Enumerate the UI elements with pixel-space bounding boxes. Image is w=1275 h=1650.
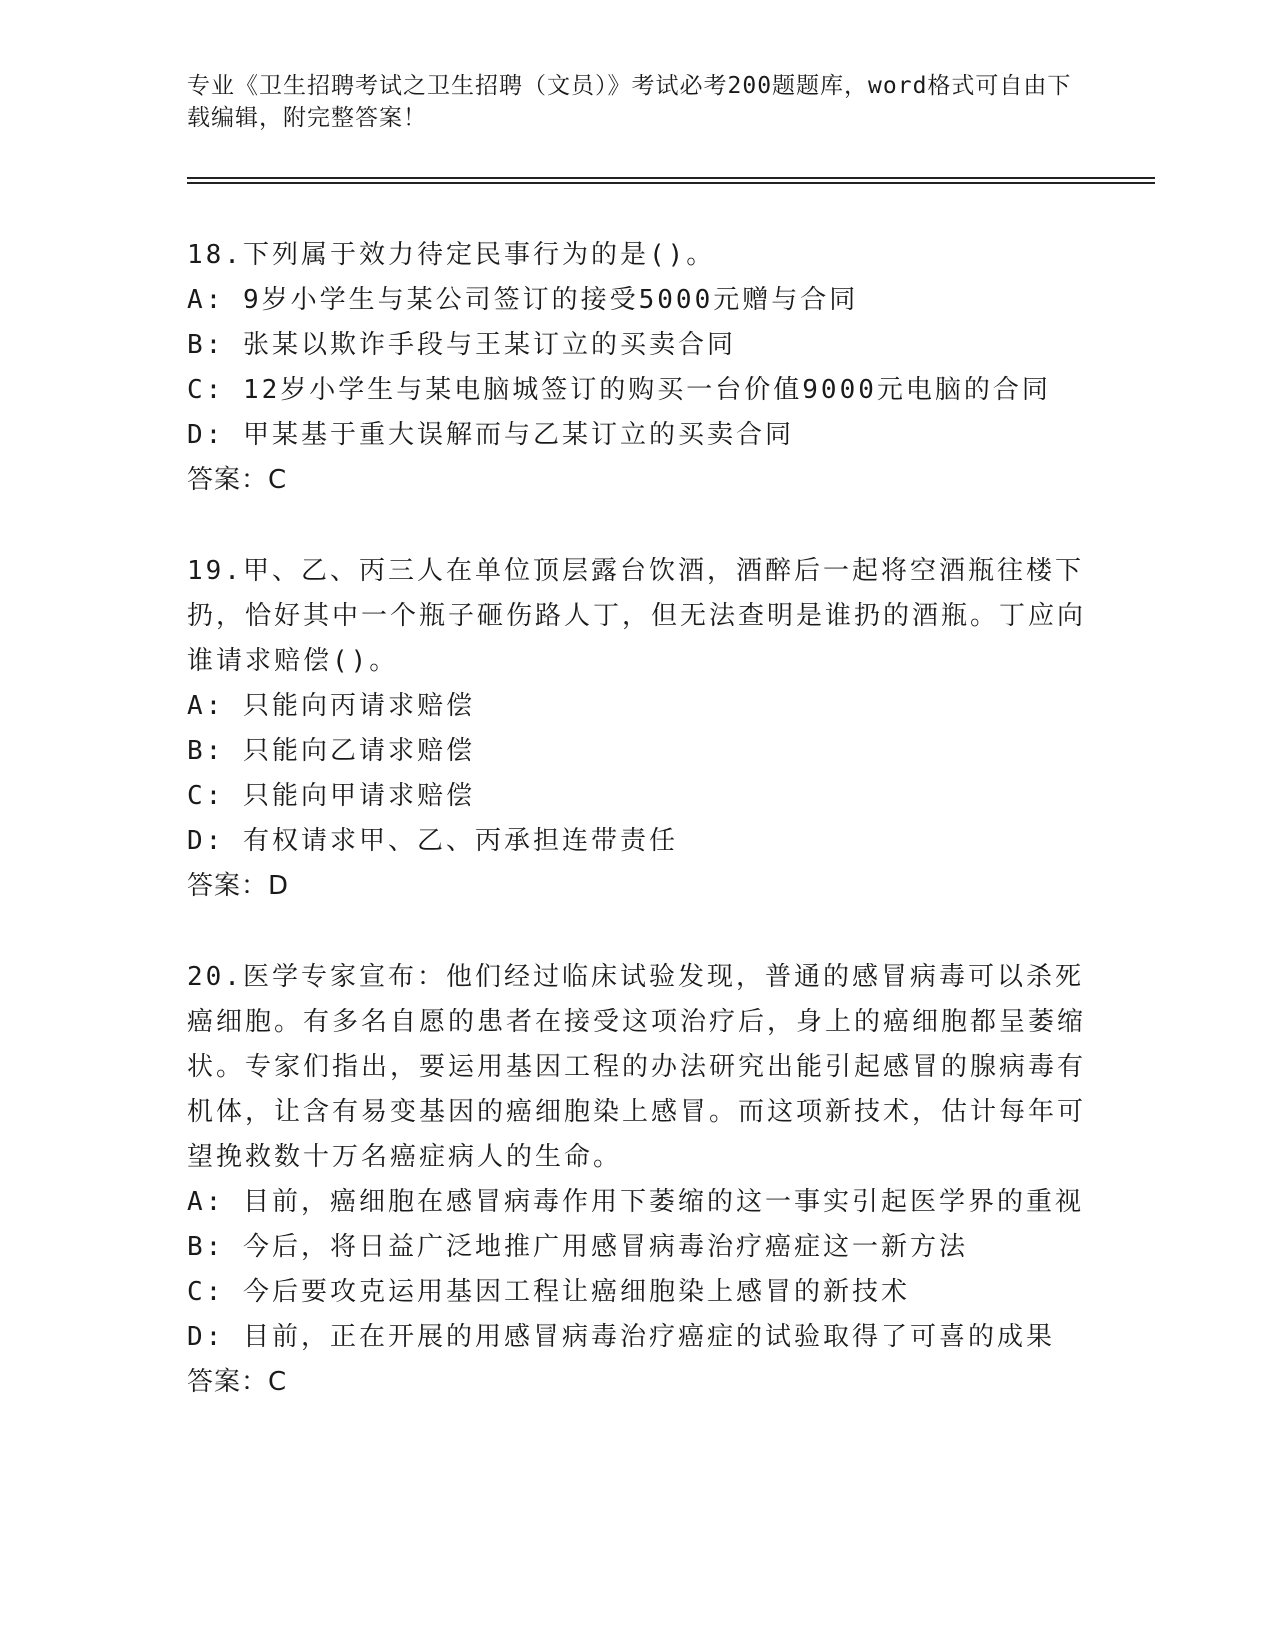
document-header: 专业《卫生招聘考试之卫生招聘（文员）》考试必考200题题库，word格式可自由下载编辑，附完整答案！ [187,73,1072,131]
header-rule-bottom [187,182,1155,184]
option-a: A: 目前，癌细胞在感冒病毒作用下萎缩的这一事实引起医学界的重视 [187,1187,1084,1217]
answer-label: 答案：D [187,871,290,901]
answer-label: 答案：C [187,465,288,495]
option-c: C: 只能向甲请求赔偿 [187,781,475,811]
option-b: B: 今后，将日益广泛地推广用感冒病毒治疗癌症这一新方法 [187,1232,968,1262]
option-c: C: 今后要攻克运用基因工程让癌细胞染上感冒的新技术 [187,1277,910,1307]
option-b: B: 张某以欺诈手段与王某订立的买卖合同 [187,330,736,360]
question-list [187,233,1087,1451]
option-a: A: 9岁小学生与某公司签订的接受5000元赠与合同 [187,285,859,315]
option-b: B: 只能向乙请求赔偿 [187,736,475,766]
header-rule-top [187,177,1155,179]
option-c: C: 12岁小学生与某电脑城签订的购买一台价值9000元电脑的合同 [187,375,1051,405]
answer-label: 答案：C [187,1367,288,1397]
question-stem: 19.甲、乙、丙三人在单位顶层露台饮酒，酒醉后一起将空酒瓶往楼下扔，恰好其中一个瓶子砸伤路人丁，但无法查明是谁扔的酒瓶。丁应向谁请求赔偿()。 [187,556,1087,676]
question-19 [187,549,1087,909]
option-a: A: 只能向丙请求赔偿 [187,691,475,721]
option-d: D: 目前，正在开展的用感冒病毒治疗癌症的试验取得了可喜的成果 [187,1322,1055,1352]
option-d: D: 有权请求甲、乙、丙承担连带责任 [187,826,678,856]
question-stem: 20.医学专家宣布：他们经过临床试验发现，普通的感冒病毒可以杀死癌细胞。有多名自愿的患者在接受这项治疗后，身上的癌细胞都呈萎缩状。专家们指出，要运用基因工程的办法研究出能引起感冒的腺病毒有机体，让含有易变基因的癌细胞染上感冒。而这项新技术，估计每年可望挽救数十万名癌症病人的生命。 [187,962,1087,1172]
option-d: D: 甲某基于重大误解而与乙某订立的买卖合同 [187,420,794,450]
question-20 [187,955,1087,1405]
question-18 [187,233,1087,503]
question-stem: 18.下列属于效力待定民事行为的是()。 [187,240,716,270]
